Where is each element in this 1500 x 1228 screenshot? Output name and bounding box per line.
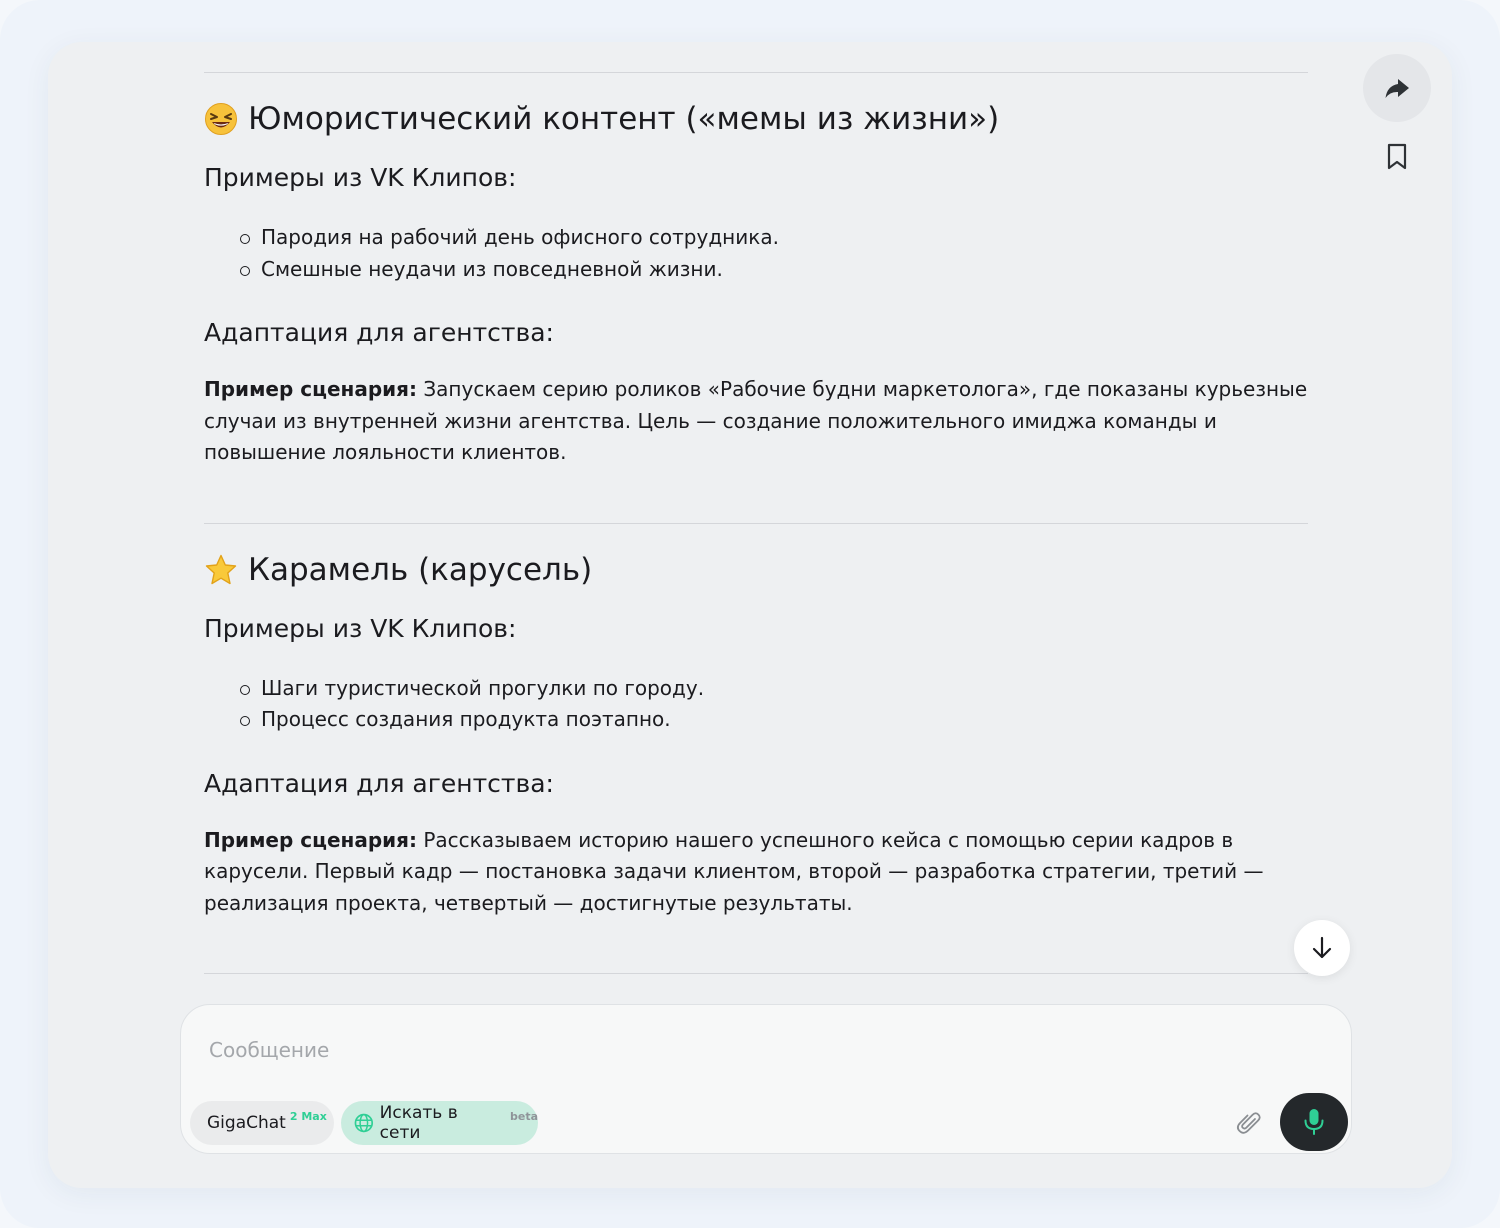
scenario-text: Рассказываем историю нашего успешного кейса с помощью серии кадров в карусели. Первый кадр — постановка задачи клиентом, второй — разработка стратегии, третий — реализация проекта, четвертый — достигнутые результаты. [204,827,1264,915]
beta-badge: beta [509,1109,538,1123]
microphone-icon [1303,1107,1325,1137]
laughing-face-icon [204,102,238,136]
list-item: Шаги туристической прогулки по городу. [240,673,1308,705]
section-title [204,97,1308,141]
microphone-button[interactable] [1280,1093,1348,1151]
section-divider [204,973,1308,974]
scenario-paragraph [204,825,1308,920]
message-input[interactable] [209,1035,1209,1065]
scenario-label: Пример сценария: [204,827,417,852]
bookmark-button[interactable] [1378,138,1416,176]
section-divider [204,72,1308,73]
web-search-toggle[interactable] [341,1101,538,1145]
list-item: Пародия на рабочий день офисного сотрудника. [240,222,1308,254]
message-composer [180,1004,1352,1154]
scenario-label: Пример сценария: [204,377,417,401]
share-button[interactable] [1363,54,1431,122]
globe-icon [353,1112,375,1134]
message-content [204,72,1308,974]
web-search-label: Искать в сети [379,1103,458,1143]
list-item: Процесс создания продукта поэтапно. [240,704,1308,736]
bookmark-icon [1385,142,1409,172]
scenario-paragraph [204,374,1308,469]
list-item: Смешные неудачи из повседневной жизни. [240,254,1308,286]
section-divider [204,523,1308,524]
section-title [204,548,1308,592]
attach-button[interactable] [1231,1105,1267,1141]
section-title-text: Юмористический контент («мемы из жизни») [248,101,1000,137]
examples-list [204,673,1308,736]
paperclip-icon [1234,1108,1264,1138]
scroll-down-button[interactable] [1294,920,1350,976]
adaptation-heading: Адаптация для агентства: [204,318,554,347]
model-version-badge: 2 Max [289,1109,327,1123]
scenario-text: Запускаем серию роликов «Рабочие будни маркетолога», где показаны курьезные случаи из внутренней жизни агентства. Цель — создание положительного имиджа команды и повышение лояльности клиентов. [204,377,1308,464]
arrow-down-icon [1310,935,1334,961]
model-label: GigaChat [207,1113,286,1133]
adaptation-heading: Адаптация для агентства: [204,768,554,798]
model-selector-button[interactable] [190,1101,334,1145]
examples-heading: Примеры из VK Клипов: [204,163,517,192]
share-arrow-icon [1382,73,1412,103]
star-icon [204,553,238,587]
examples-heading: Примеры из VK Клипов: [204,613,517,643]
examples-list [204,222,1308,285]
section-title-text: Карамель (карусель) [248,551,593,588]
